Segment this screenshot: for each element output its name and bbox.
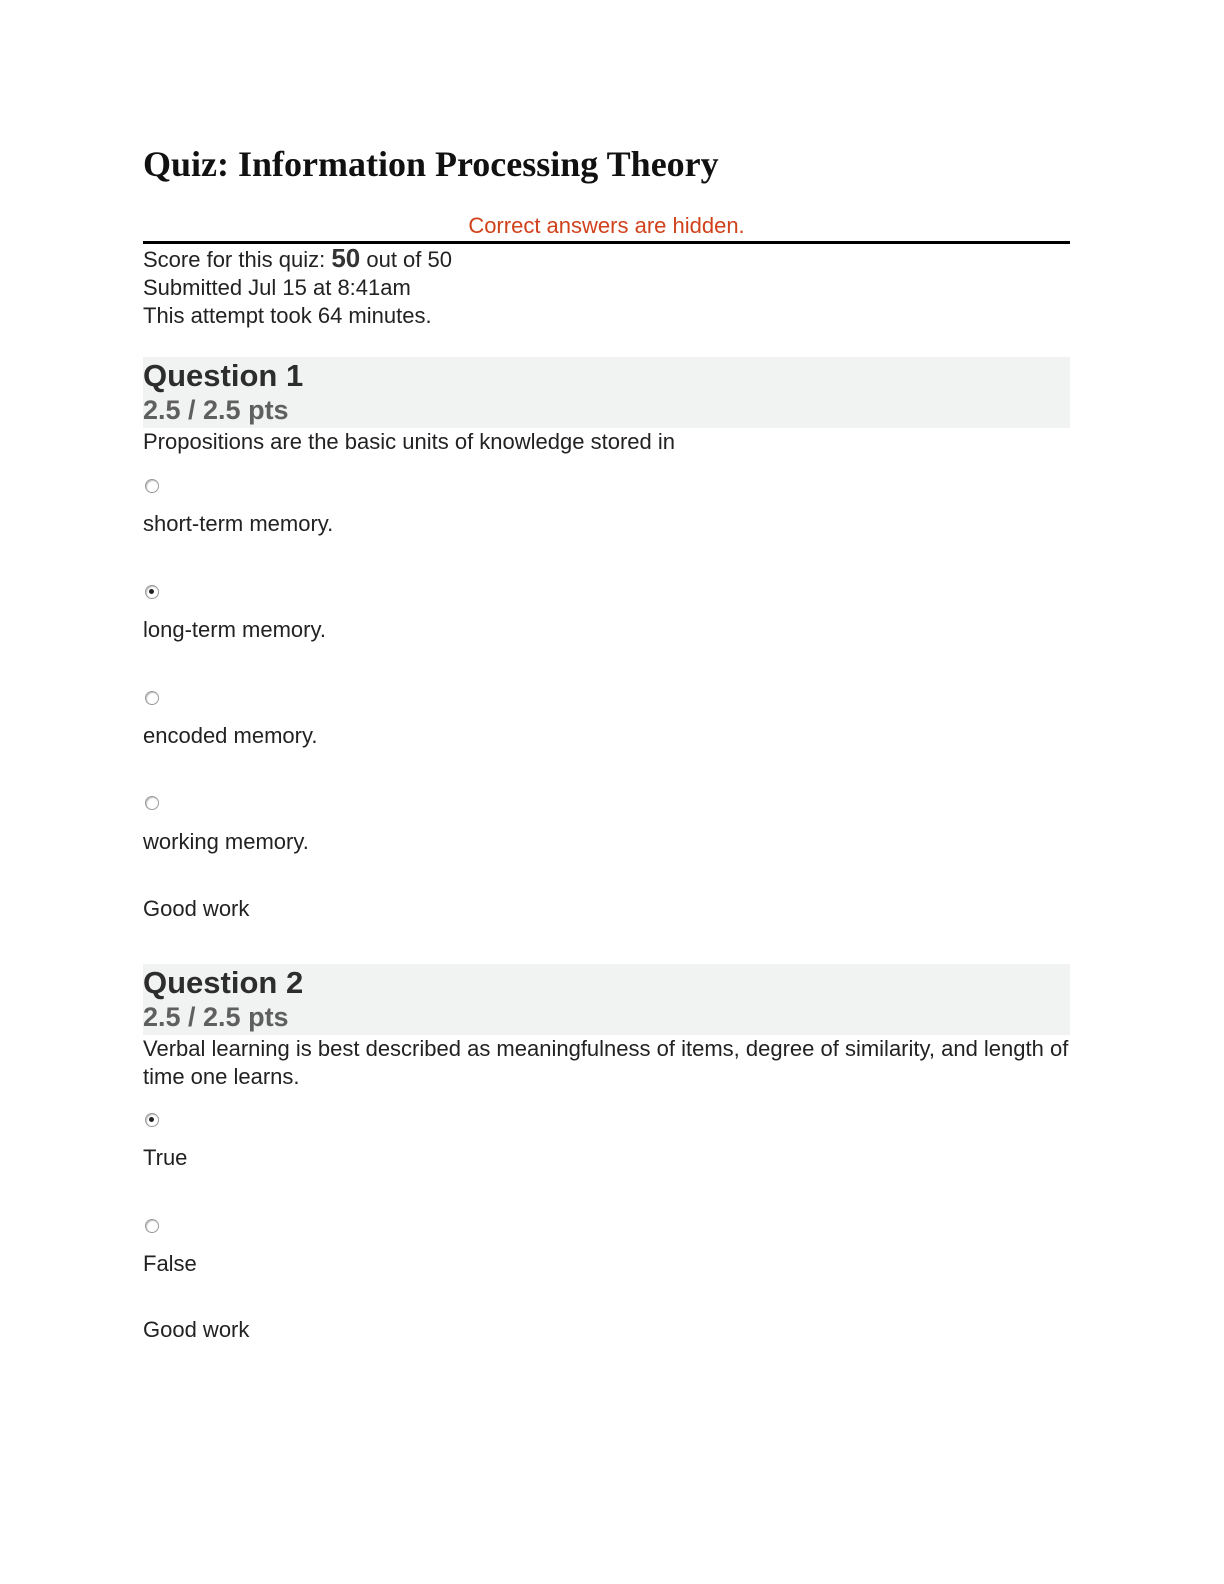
correct-answers-notice: Correct answers are hidden. <box>143 211 1070 244</box>
page-title: Quiz: Information Processing Theory <box>143 144 719 184</box>
answer-label: encoded memory. <box>143 723 318 748</box>
question-feedback: Good work <box>143 896 250 921</box>
answer-radio-short-term-memory[interactable] <box>145 479 159 493</box>
attempt-duration: This attempt took 64 minutes. <box>143 303 432 328</box>
answer-label: working memory. <box>143 829 309 854</box>
submitted-time: Submitted Jul 15 at 8:41am <box>143 275 411 300</box>
question-header <box>143 357 1070 428</box>
question-title: Question 2 <box>143 965 304 1000</box>
question-header <box>143 964 1070 1035</box>
answer-label: True <box>143 1145 188 1170</box>
question-text: Propositions are the basic units of knowledge stored in <box>143 429 675 454</box>
score-label: Score for this quiz: <box>143 247 326 272</box>
answer-label: long-term memory. <box>143 617 326 642</box>
answer-label: short-term memory. <box>143 511 334 536</box>
score-value: 50 <box>331 243 361 273</box>
answer-radio-long-term-memory[interactable] <box>145 585 159 599</box>
answer-label: False <box>143 1251 197 1276</box>
quiz-summary <box>143 244 452 330</box>
answer-radio-false[interactable] <box>145 1219 159 1233</box>
score-suffix: out of 50 <box>366 247 452 272</box>
question-points: 2.5 / 2.5 pts <box>143 1002 289 1032</box>
answer-radio-encoded-memory[interactable] <box>145 691 159 705</box>
question-title: Question 1 <box>143 358 304 393</box>
question-points: 2.5 / 2.5 pts <box>143 395 289 425</box>
score-line <box>143 244 452 274</box>
question-text: Verbal learning is best described as meaningfulness of items, degree of similarity, and length of time one learns. <box>143 1036 1069 1089</box>
answer-radio-true[interactable] <box>145 1113 159 1127</box>
answer-radio-working-memory[interactable] <box>145 796 159 810</box>
question-feedback: Good work <box>143 1317 250 1342</box>
